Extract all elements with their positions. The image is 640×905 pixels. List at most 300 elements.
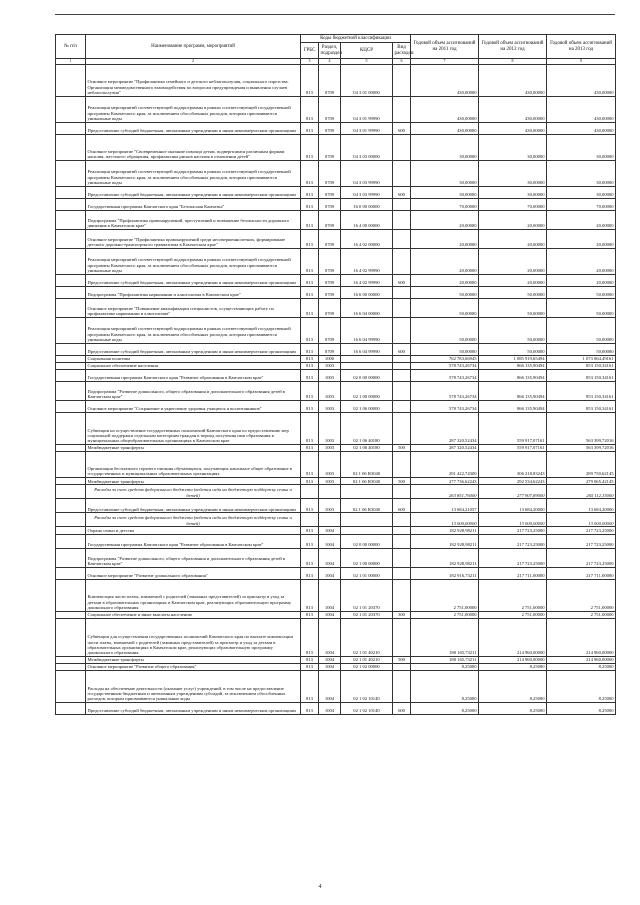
razdel-cell: 0709: [319, 343, 341, 355]
amount-2012-cell: 20,00000: [479, 229, 547, 248]
table-row: [56, 485, 616, 499]
table-row: [56, 343, 616, 355]
amount-2013-cell: 430,00000: [547, 64, 616, 96]
amount-2013-cell: 563 399,72016: [547, 412, 616, 444]
razdel-cell: 1004: [319, 656, 341, 663]
razdel-cell: 0709: [319, 96, 341, 122]
grbs-cell: 813: [301, 210, 319, 229]
amount-2012-cell: 214 960,00000: [479, 618, 547, 656]
ksr-cell: [341, 355, 393, 362]
name-cell: Охрана семьи и детства: [86, 527, 301, 534]
index-cell: 1: [56, 59, 86, 65]
amount-2012-cell: 559 917,07161: [479, 412, 547, 444]
grbs-cell: 813: [301, 298, 319, 317]
vr-cell: [393, 160, 411, 186]
vr-cell: 600: [393, 703, 411, 715]
razdel-cell: 0709: [319, 248, 341, 274]
table-row: [56, 96, 616, 122]
num-cell: [56, 122, 86, 134]
name-cell: Подпрограмма "Развитие дошкольного, общего образования и дополнительного образования детей в Камчатском крае": [86, 381, 301, 400]
amount-2012-cell: 50,00000: [479, 298, 547, 317]
razdel-cell: 1003: [319, 381, 341, 400]
amount-2012-cell: 8,25000: [479, 671, 547, 703]
name-cell: Государственная программа Камчатского края "Развитие образования в Камчатском крае": [86, 534, 301, 548]
name-cell: Государственная программа Камчатского края "Развитие образования в Камчатском крае": [86, 369, 301, 381]
vr-cell: [393, 548, 411, 567]
header-row-1: [56, 35, 616, 43]
name-cell: Социальное обеспечение населения: [86, 362, 301, 369]
ksr-cell: 04 3 03 99990: [341, 186, 393, 198]
table-row: [56, 513, 616, 527]
table-row: [56, 618, 616, 656]
name-cell: Подпрограмма "Развитие дошкольного, общего образования и дополнительного образования детей в Камчатском крае": [86, 548, 301, 567]
grbs-cell: 813: [301, 229, 319, 248]
amount-2011-cell: 578 743,26734: [411, 381, 479, 400]
table-row: [56, 703, 616, 715]
year-2012-header: Годовой объем ассигнований на 2012 год: [479, 35, 547, 59]
num-cell: [56, 513, 86, 527]
name-cell: Компенсация части платы, взимаемой с родителей (законных представителей) за присмотр и уход за детьми в образовательных организациях в Камчатском крае, реализующих образовательную программу дошкольного образования: [86, 579, 301, 611]
amount-2011-cell: 50,00000: [411, 343, 479, 355]
ksr-cell: 02 1 01 20370: [341, 579, 393, 611]
grbs-cell: 813: [301, 355, 319, 362]
name-cell: Предоставление субсидий бюджетным, автономным учреждениям и иным некоммерческим организациям: [86, 274, 301, 286]
amount-2012-cell: 20,00000: [479, 274, 547, 286]
amount-2013-cell: 563 399,72016: [547, 444, 616, 451]
name-cell: Расходы за счет средств федерального бюджета (ведется сада на бюджетную поддержку семьи и детей): [86, 485, 301, 499]
table-row: [56, 229, 616, 248]
grbs-cell: 813: [301, 452, 319, 478]
amount-2013-cell: 430,00000: [547, 122, 616, 134]
amount-2011-cell: 30,00000: [411, 160, 479, 186]
num-cell: [56, 400, 86, 412]
num-cell: [56, 611, 86, 618]
ksr-header: КЦСР: [341, 43, 393, 59]
razdel-cell: 1003: [319, 400, 341, 412]
razdel-cell: [319, 513, 341, 527]
grbs-cell: 813: [301, 499, 319, 513]
razdel-cell: 0709: [319, 210, 341, 229]
razdel-cell: 1003: [319, 452, 341, 478]
vr-cell: [393, 400, 411, 412]
num-cell: [56, 274, 86, 286]
amount-2013-cell: 289 750,62145: [547, 452, 616, 478]
ksr-cell: 02 1 02 10140: [341, 671, 393, 703]
vr-cell: [393, 64, 411, 96]
ksr-cell: [341, 513, 393, 527]
amount-2011-cell: 30,00000: [411, 134, 479, 160]
index-cell: 6: [393, 59, 411, 65]
amount-2011-cell: 578 743,26734: [411, 400, 479, 412]
amount-2011-cell: 2 751,00000: [411, 611, 479, 618]
grbs-cell: 813: [301, 527, 319, 534]
grbs-header: ГРБС: [301, 43, 319, 59]
ksr-cell: 16 6 04 99990: [341, 317, 393, 343]
grbs-cell: 813: [301, 274, 319, 286]
grbs-cell: 813: [301, 671, 319, 703]
name-cell: Реализация мероприятий соответствующей подпрограммы в рамках соответствующей государственной программы Камчатского края, за исключением обособленных расходов, которым присваиваются уникальные коды: [86, 160, 301, 186]
amount-2012-cell: 8,25000: [479, 703, 547, 715]
vr-cell: [393, 671, 411, 703]
amount-2011-cell: 182 916,73211: [411, 567, 479, 579]
name-header: Наименование программ, мероприятий: [86, 35, 301, 59]
num-cell: [56, 210, 86, 229]
amount-2012-cell: 2 751,00000: [479, 611, 547, 618]
razdel-cell: 1004: [319, 671, 341, 703]
amount-2012-cell: 217 723,25000: [479, 534, 547, 548]
ksr-cell: 02 1 06 40180: [341, 412, 393, 444]
name-cell: Основное мероприятие "Своевременное оказание помощи детям, подвергшимся различным формам насилия, жестокого обращения, профилактика рисков насилия в отношении детей": [86, 134, 301, 160]
ksr-cell: 02 1 01 00000: [341, 567, 393, 579]
ksr-cell: [341, 527, 393, 534]
amount-2011-cell: 578 743,26734: [411, 369, 479, 381]
table-row: [56, 412, 616, 444]
amount-2012-cell: 866 135,90494: [479, 381, 547, 400]
num-cell: [56, 186, 86, 198]
name-cell: Основное мероприятие "Профилактика правонарушений среди несовершеннолетних, формирование детского дорожно-транспортного травматизма в Камчатском крае": [86, 229, 301, 248]
razdel-cell: 1004: [319, 618, 341, 656]
amount-2013-cell: 217 723,25000: [547, 534, 616, 548]
amount-2011-cell: 13 684,21057: [411, 499, 479, 513]
name-cell: Предоставление субсидий бюджетным, автономным учреждениям и иным некоммерческим организациям: [86, 703, 301, 715]
ksr-cell: [341, 485, 393, 499]
grbs-cell: 813: [301, 317, 319, 343]
num-cell: [56, 343, 86, 355]
vr-cell: [393, 317, 411, 343]
vr-cell: [393, 534, 411, 548]
razdel-cell: 1003: [319, 369, 341, 381]
amount-2013-cell: 214 960,00000: [547, 656, 616, 663]
razdel-cell: 0709: [319, 134, 341, 160]
grbs-cell: 813: [301, 160, 319, 186]
name-cell: Предоставление субсидий бюджетным, автономным учреждениям и иным некоммерческим организациям: [86, 122, 301, 134]
name-cell: Государственная программа Камчатского края "Безопасная Камчатка": [86, 198, 301, 210]
amount-2012-cell: 214 960,00000: [479, 656, 547, 663]
amount-2013-cell: 217 711,00000: [547, 567, 616, 579]
amount-2013-cell: 50,00000: [547, 286, 616, 298]
grbs-cell: 813: [301, 478, 319, 485]
amount-2011-cell: 50,00000: [411, 298, 479, 317]
ksr-cell: 04 3 01 99990: [341, 122, 393, 134]
amount-2011-cell: 50,00000: [411, 286, 479, 298]
vr-cell: [393, 381, 411, 400]
ksr-cell: 02 0 00 00000: [341, 369, 393, 381]
name-cell: Межбюджетные трансферты: [86, 444, 301, 451]
num-cell: [56, 548, 86, 567]
table-row: [56, 274, 616, 286]
num-cell: [56, 534, 86, 548]
vr-cell: [393, 618, 411, 656]
table-row: [56, 671, 616, 703]
razdel-cell: 1003: [319, 444, 341, 451]
grbs-cell: 813: [301, 412, 319, 444]
ksr-cell: 16 6 00 00000: [341, 286, 393, 298]
amount-2011-cell: 2 751,00000: [411, 579, 479, 611]
table-row: [56, 210, 616, 229]
grbs-cell: 813: [301, 343, 319, 355]
amount-2012-cell: 217 723,25000: [479, 548, 547, 567]
vr-cell: [393, 198, 411, 210]
ksr-cell: 02 1 01 20370: [341, 611, 393, 618]
budget-table: [55, 34, 616, 715]
table-row: [56, 400, 616, 412]
grbs-cell: 813: [301, 611, 319, 618]
grbs-cell: 813: [301, 248, 319, 274]
amount-2012-cell: 430,00000: [479, 64, 547, 96]
amount-2012-cell: 277 907,89000: [479, 485, 547, 499]
amount-2012-cell: 866 135,90494: [479, 362, 547, 369]
vr-cell: [393, 412, 411, 444]
vr-cell: 600: [393, 186, 411, 198]
amount-2011-cell: 182 928,98211: [411, 548, 479, 567]
table-row: [56, 499, 616, 513]
amount-2012-cell: 50,00000: [479, 343, 547, 355]
razdel-cell: 1004: [319, 663, 341, 670]
ksr-cell: 16 0 00 00000: [341, 198, 393, 210]
ksr-cell: 02 1 06 00000: [341, 400, 393, 412]
index-cell: 2: [86, 59, 301, 65]
num-cell: [56, 618, 86, 656]
name-cell: Подпрограмма "Профилактика правонарушений, преступлений и повышение безопасности дорожного движения в Камчатском крае": [86, 210, 301, 229]
grbs-cell: 813: [301, 548, 319, 567]
amount-2012-cell: 2 751,00000: [479, 579, 547, 611]
grbs-cell: [301, 485, 319, 499]
grbs-cell: 813: [301, 618, 319, 656]
num-cell: [56, 64, 86, 96]
razdel-cell: 1004: [319, 548, 341, 567]
num-cell: [56, 160, 86, 186]
amount-2011-cell: 263 851,76000: [411, 485, 479, 499]
table-row: [56, 298, 616, 317]
vr-cell: [393, 567, 411, 579]
amount-2013-cell: 20,00000: [547, 210, 616, 229]
name-cell: Основное мероприятие "Профилактика семейного и детского неблагополучия, социального сиротства. Организация межведомственного взаимодействия по вопросам предупреждения и выявления случаев неблагополучия": [86, 64, 301, 96]
vr-cell: [393, 298, 411, 317]
table-row: [56, 656, 616, 663]
num-cell: [56, 381, 86, 400]
vr-cell: [393, 452, 411, 478]
amount-2013-cell: 8,25000: [547, 663, 616, 670]
name-cell: Предоставление субсидий бюджетным, автономным учреждениям и иным некоммерческим организациям: [86, 343, 301, 355]
ksr-cell: 04 3 03 99990: [341, 160, 393, 186]
grbs-cell: 813: [301, 579, 319, 611]
amount-2012-cell: 13 000,00000: [479, 513, 547, 527]
table-row: [56, 160, 616, 186]
top-rule: [55, 14, 615, 15]
grbs-cell: 813: [301, 286, 319, 298]
amount-2013-cell: 853 150,34161: [547, 381, 616, 400]
ksr-cell: 02 0 00 00000: [341, 534, 393, 548]
num-cell: [56, 369, 86, 381]
grbs-cell: 813: [301, 362, 319, 369]
amount-2012-cell: 30,00000: [479, 134, 547, 160]
razdel-cell: 1004: [319, 527, 341, 534]
amount-2011-cell: 762 783,66945: [411, 355, 479, 362]
amount-2011-cell: 287 320,52434: [411, 412, 479, 444]
ksr-cell: 16 6 04 99990: [341, 343, 393, 355]
vr-cell: [393, 96, 411, 122]
table-row: [56, 362, 616, 369]
vr-cell: [393, 229, 411, 248]
vr-cell: [393, 355, 411, 362]
razdel-cell: 0709: [319, 274, 341, 286]
razdel-cell: 1003: [319, 362, 341, 369]
name-cell: Межбюджетные трансферты: [86, 478, 301, 485]
year-2013-header: Годовой объем ассигнований на 2013 год: [547, 35, 616, 59]
razdel-cell: 0709: [319, 298, 341, 317]
vr-cell: [393, 369, 411, 381]
vr-cell: 500: [393, 656, 411, 663]
vr-cell: [393, 286, 411, 298]
razdel-cell: 1004: [319, 567, 341, 579]
vr-cell: 600: [393, 122, 411, 134]
table-row: [56, 579, 616, 611]
num-cell: [56, 663, 86, 670]
num-cell: [56, 452, 86, 478]
index-cell: 8: [479, 59, 547, 65]
codes-header: Коды бюджетной классификации: [301, 35, 411, 43]
vr-cell: [393, 248, 411, 274]
table-row: [56, 548, 616, 567]
razdel-cell: 1004: [319, 611, 341, 618]
amount-2013-cell: 30,00000: [547, 186, 616, 198]
vr-cell: 500: [393, 444, 411, 451]
name-cell: Субвенции на осуществление государственных полномочий Камчатского края по предоставлению мер социальной поддержки отдельным категориям граждан в период получения ими образования в муниципальных общеобразовательных организациях в Камчатском крае: [86, 412, 301, 444]
amount-2012-cell: 559 917,07161: [479, 444, 547, 451]
amount-2012-cell: 70,00000: [479, 198, 547, 210]
grbs-cell: 813: [301, 64, 319, 96]
amount-2013-cell: 50,00000: [547, 317, 616, 343]
name-cell: Расходы на обеспечение деятельности (оказание услуг) учреждений, в том числе на предоставление государственным бюджетным и автономным учреждениям субсидий, за исключением обособленных расходов, которым присваиваются уникальные коды: [86, 671, 301, 703]
table-row: [56, 122, 616, 134]
ksr-cell: 02 1 06 R3040: [341, 499, 393, 513]
amount-2013-cell: 20,00000: [547, 229, 616, 248]
amount-2013-cell: 279 065,42145: [547, 478, 616, 485]
table-row: [56, 286, 616, 298]
num-cell: [56, 703, 86, 715]
amount-2011-cell: 13 000,00000: [411, 513, 479, 527]
num-cell: [56, 485, 86, 499]
amount-2012-cell: 292 534,62243: [479, 478, 547, 485]
index-cell: 9: [547, 59, 616, 65]
grbs-cell: 813: [301, 134, 319, 160]
amount-2013-cell: 8,25000: [547, 671, 616, 703]
amount-2011-cell: 8,25000: [411, 703, 479, 715]
amount-2013-cell: 8,25000: [547, 703, 616, 715]
name-cell: Основное мероприятие "Повышение квалификации специалистов, осуществляющих работу по профилактике наркомании и алкоголизма": [86, 298, 301, 317]
num-cell: [56, 134, 86, 160]
grbs-cell: 813: [301, 703, 319, 715]
ksr-cell: 02 1 06 40180: [341, 444, 393, 451]
table-row: [56, 527, 616, 534]
amount-2012-cell: 20,00000: [479, 248, 547, 274]
amount-2011-cell: 182 928,98211: [411, 534, 479, 548]
grbs-cell: [301, 513, 319, 527]
num-cell: [56, 478, 86, 485]
num-cell: [56, 96, 86, 122]
table-row: [56, 478, 616, 485]
num-cell: [56, 412, 86, 444]
grbs-cell: 813: [301, 186, 319, 198]
num-cell: [56, 579, 86, 611]
razdel-cell: 1004: [319, 703, 341, 715]
vr-cell: [393, 362, 411, 369]
name-cell: Реализация мероприятий соответствующей подпрограммы в рамках соответствующей государственной программы Камчатского края, за исключением обособленных расходов, которым присваиваются уникальные коды: [86, 96, 301, 122]
razdel-cell: 1000: [319, 355, 341, 362]
amount-2013-cell: 13 684,20000: [547, 499, 616, 513]
razdel-cell: 1004: [319, 579, 341, 611]
num-header: № п/п: [56, 35, 86, 59]
table-row: [56, 198, 616, 210]
num-cell: [56, 298, 86, 317]
index-cell: 4: [319, 59, 341, 65]
table-row: [56, 663, 616, 670]
grbs-cell: 813: [301, 444, 319, 451]
amount-2013-cell: 30,00000: [547, 160, 616, 186]
vr-cell: 500: [393, 478, 411, 485]
name-cell: Предоставление субсидий бюджетным, автономным учреждениям и иным некоммерческим организациям: [86, 186, 301, 198]
num-cell: [56, 444, 86, 451]
ksr-cell: 02 1 01 40210: [341, 656, 393, 663]
amount-2011-cell: 430,00000: [411, 122, 479, 134]
amount-2013-cell: 214 960,00000: [547, 618, 616, 656]
amount-2011-cell: 291 422,74300: [411, 452, 479, 478]
razdel-cell: 0709: [319, 64, 341, 96]
grbs-cell: 813: [301, 96, 319, 122]
ksr-cell: 02 1 00 00000: [341, 381, 393, 400]
grbs-cell: 813: [301, 663, 319, 670]
vr-cell: [393, 663, 411, 670]
amount-2013-cell: 1 073 064,49161: [547, 355, 616, 362]
grbs-cell: 813: [301, 198, 319, 210]
razdel-cell: 0709: [319, 229, 341, 248]
amount-2011-cell: 180 165,73211: [411, 656, 479, 663]
amount-2013-cell: 217 723,25000: [547, 548, 616, 567]
amount-2013-cell: 70,00000: [547, 198, 616, 210]
amount-2011-cell: 50,00000: [411, 317, 479, 343]
grbs-cell: 813: [301, 534, 319, 548]
amount-2012-cell: 866 135,90494: [479, 400, 547, 412]
ksr-cell: 02 1 01 40210: [341, 618, 393, 656]
amount-2012-cell: 20,00000: [479, 210, 547, 229]
ksr-cell: 04 3 01 00000: [341, 64, 393, 96]
vr-cell: 600: [393, 499, 411, 513]
table-row: [56, 369, 616, 381]
amount-2011-cell: 277 736,62243: [411, 478, 479, 485]
table-row: [56, 186, 616, 198]
amount-2011-cell: 287 320,52434: [411, 444, 479, 451]
grbs-cell: 813: [301, 567, 319, 579]
grbs-cell: 813: [301, 400, 319, 412]
ksr-cell: 02 1 02 00000: [341, 663, 393, 670]
ksr-cell: 16 4 02 99990: [341, 274, 393, 286]
name-cell: Расходы за счет средств федерального бюджета (ведется сада на бюджетную поддержку семьи и детей): [86, 513, 301, 527]
ksr-cell: 16 4 00 00000: [341, 210, 393, 229]
num-cell: [56, 527, 86, 534]
vr-cell: [393, 579, 411, 611]
name-cell: Основное мероприятие "Развитие общего образования": [86, 663, 301, 670]
amount-2013-cell: 265 112,15000: [547, 485, 616, 499]
amount-2012-cell: 217 711,00000: [479, 567, 547, 579]
table-row: [56, 64, 616, 96]
amount-2011-cell: 578 743,26734: [411, 362, 479, 369]
ksr-cell: 02 1 02 10140: [341, 703, 393, 715]
vr-cell: 600: [393, 274, 411, 286]
amount-2012-cell: 430,00000: [479, 122, 547, 134]
index-cell: 7: [411, 59, 479, 65]
grbs-cell: 813: [301, 381, 319, 400]
num-cell: [56, 671, 86, 703]
